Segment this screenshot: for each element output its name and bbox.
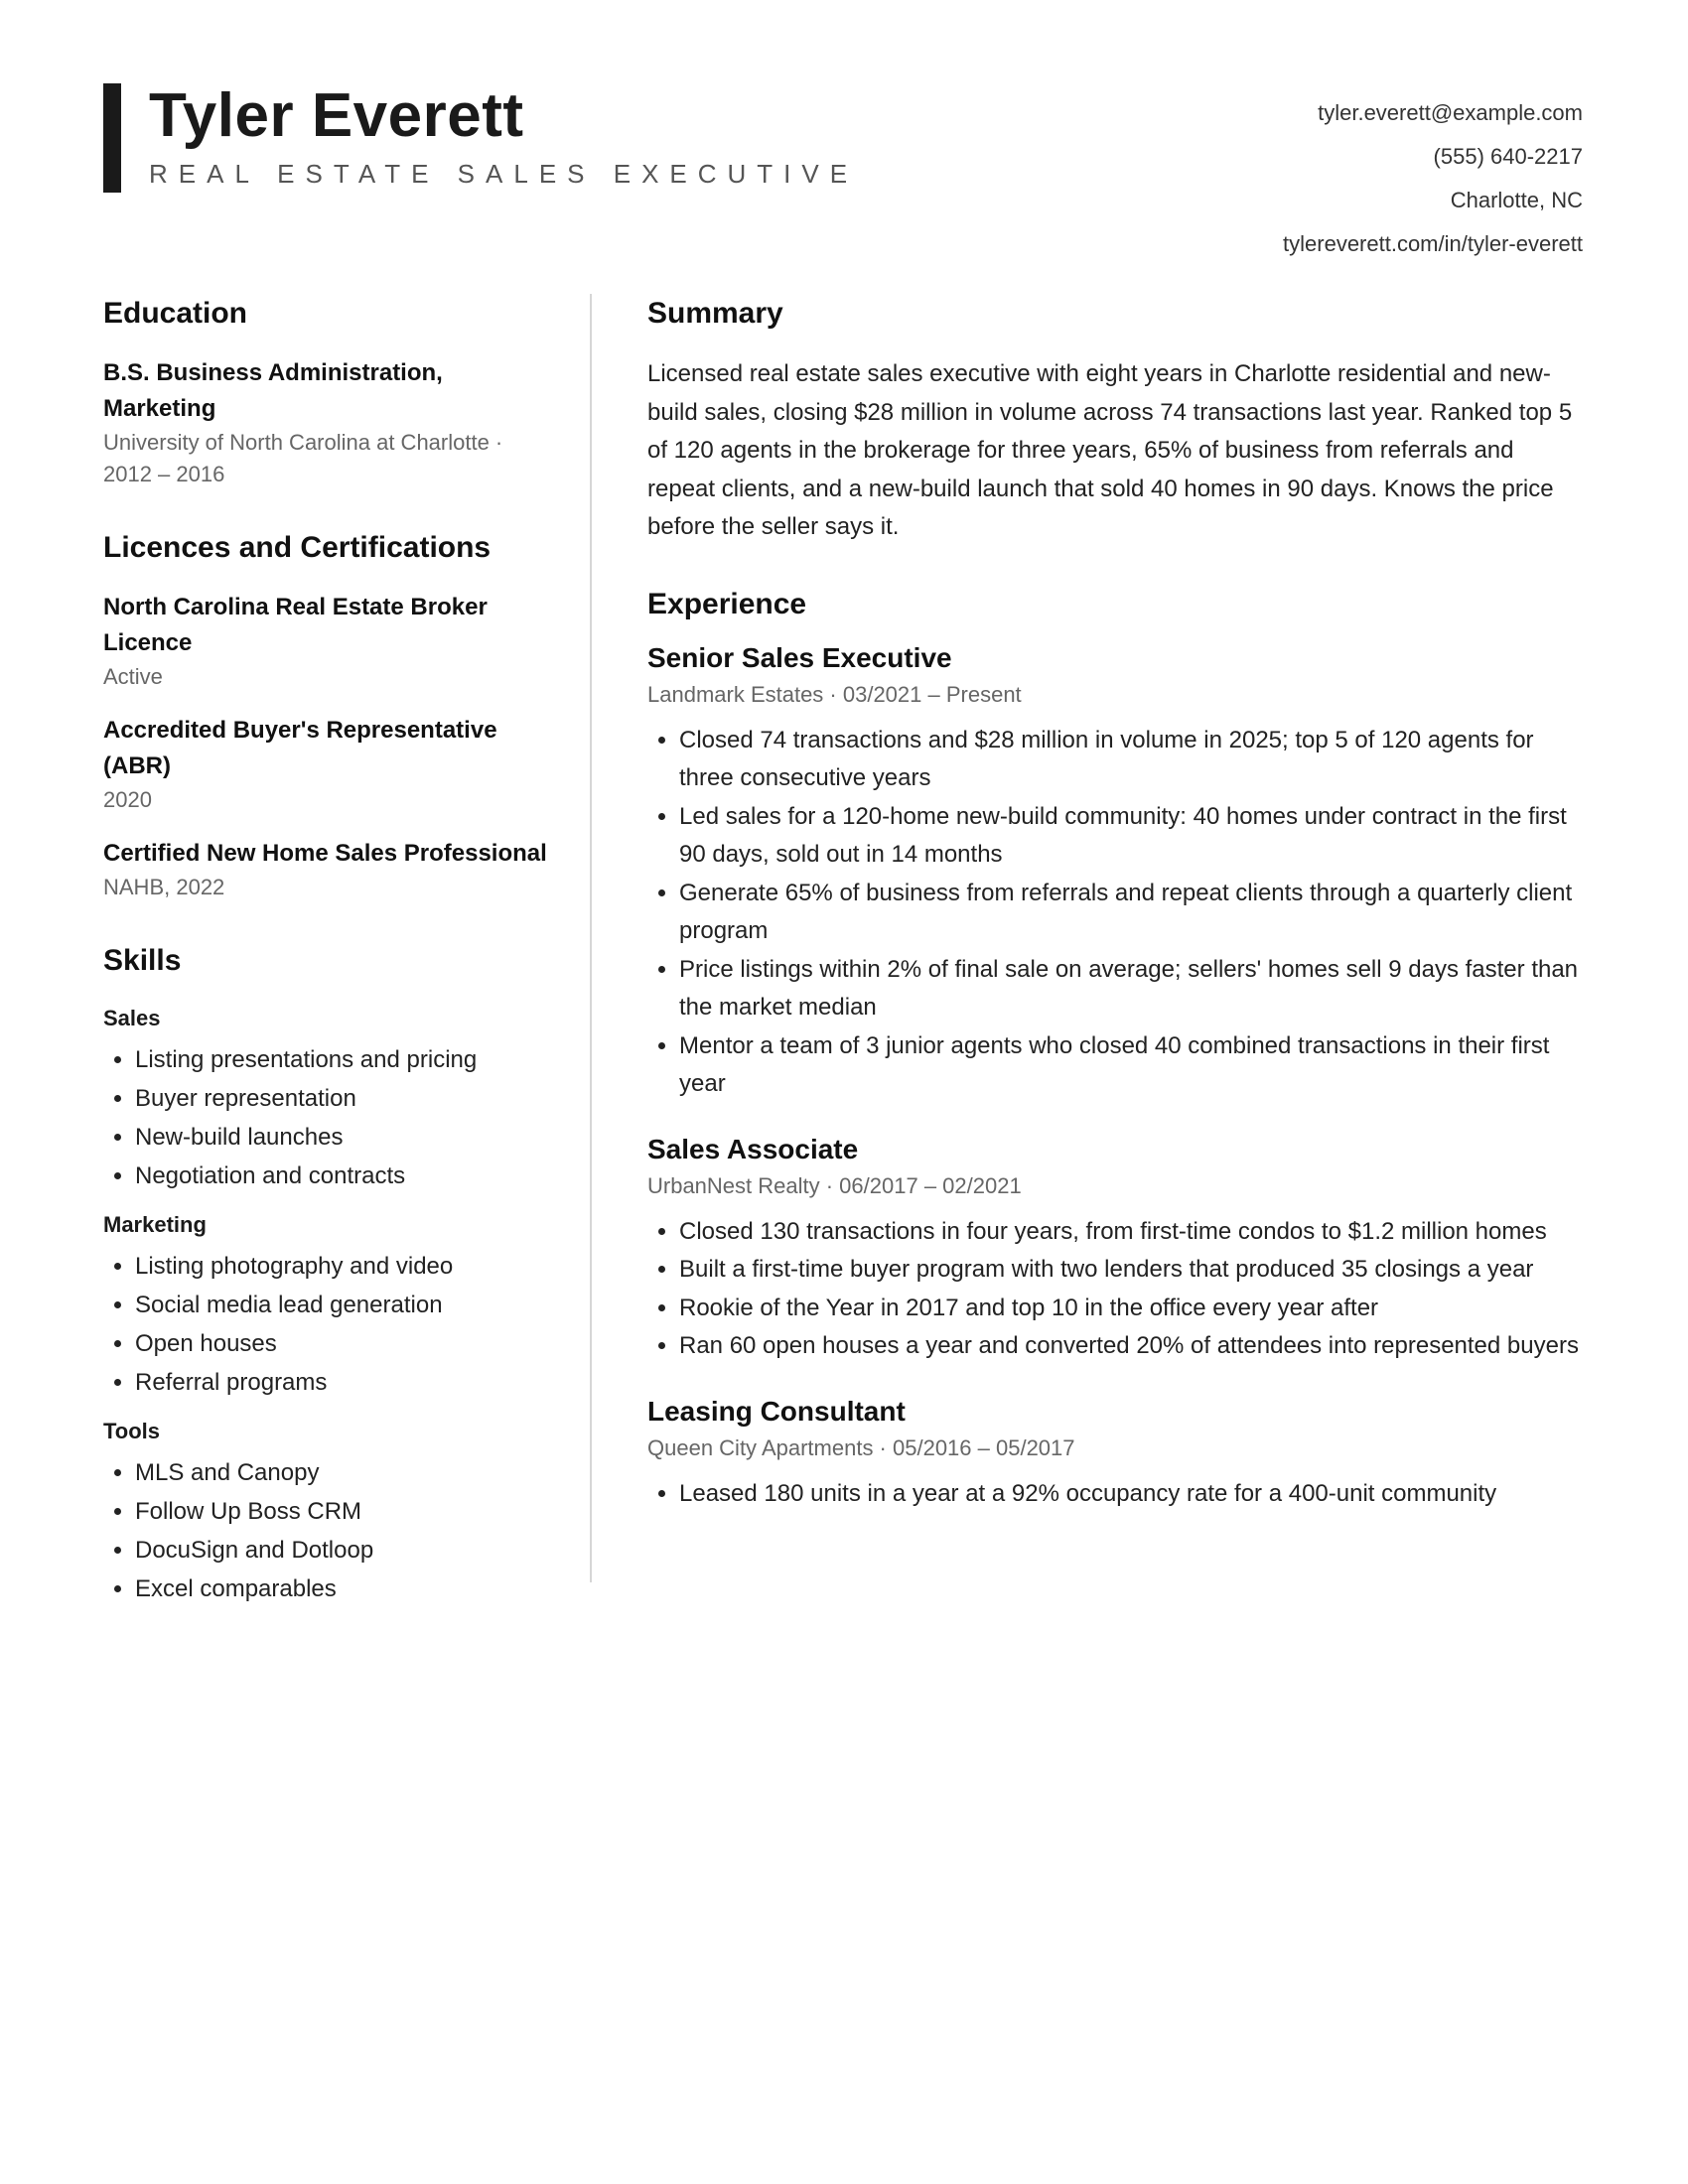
experience-heading: Experience [647,587,807,620]
skill-item: • Excel comparables [135,1570,550,1608]
contact-phone: (555) 640-2217 [1433,144,1583,169]
skill-item: • Buyer representation [135,1079,550,1118]
job-bullet: • Closed 130 transactions in four years, from first-time condos to $1.2 million homes [679,1213,1587,1252]
job-bullet: • Leased 180 units in a year at a 92% occupancy rate for a 400-unit community [679,1475,1587,1514]
contact-email[interactable]: tyler.everett@example.com [1318,100,1583,125]
skill-item: • Listing presentations and pricing [135,1040,550,1079]
skills-heading: Skills [103,944,182,977]
job-bullet: • Generate 65% of business from referrals and repeat clients through a quarterly client program [679,875,1587,951]
resume-header [103,83,1583,282]
job-bullets [647,1475,1587,1514]
job-bullets [647,1213,1587,1366]
job-meta: UrbanNest Realty · 06/2017 – 02/2021 [647,1172,1022,1198]
experience-section [647,585,1587,1514]
skill-item: • Referral programs [135,1363,550,1402]
contact-website[interactable]: tylereverett.com/in/tyler-everett [1283,231,1583,256]
job-entry [647,638,1587,1104]
skill-item: • Listing photography and video [135,1247,550,1286]
education-entry [103,355,550,490]
right-column [647,294,1587,1551]
name-block [103,83,858,193]
licence-entry [103,590,550,693]
job-bullet: • Led sales for a 120-home new-build community: 40 homes under contract in the first 90 days, sold out in 14 months [679,798,1587,875]
job-meta: Landmark Estates · 03/2021 – Present [647,681,1022,707]
summary-text: Licensed real estate sales executive with eight years in Charlotte residential and new-build sales, closing $28 million in volume across 74 transactions last year. Ranked top 5 of 120 agents in the brokerage for three years, 65% of business from referrals and repeat clients, and a new-build launch that sold 40 homes in 90 days. Knows the price before the seller says it. [647,360,1573,540]
job-title: Sales Associate [647,1133,859,1164]
licences-heading: Licences and Certifications [103,531,492,564]
skill-item: • Follow Up Boss CRM [135,1492,550,1531]
job-bullets [647,722,1587,1104]
skill-group-title: Sales [103,1006,161,1030]
job-title: Leasing Consultant [647,1395,906,1427]
education-details: University of North Carolina at Charlotte · 2012 – 2016 [103,430,503,486]
job-bullet: • Ran 60 open houses a year and converted 20% of attendees into represented buyers [679,1327,1587,1366]
licence-detail: NAHB, 2022 [103,875,225,899]
degree: B.S. Business Administration, Marketing [103,359,443,422]
skill-item: • Social media lead generation [135,1286,550,1324]
skill-item: • DocuSign and Dotloop [135,1531,550,1570]
skill-list [103,1453,550,1608]
skills-section [103,941,550,1608]
education-section [103,294,550,490]
skill-group-title: Marketing [103,1212,207,1237]
skill-item: • Negotiation and contracts [135,1157,550,1195]
skill-item: • MLS and Canopy [135,1453,550,1492]
candidate-name: Tyler Everett [149,81,524,150]
accent-bar [103,83,121,193]
job-entry [647,1392,1587,1514]
education-heading: Education [103,297,248,330]
contact-location: Charlotte, NC [1450,188,1583,212]
job-meta: Queen City Apartments · 05/2016 – 05/2017 [647,1434,1075,1460]
summary-heading: Summary [647,297,783,330]
job-title: Senior Sales Executive [647,641,952,673]
contact-info [1283,91,1583,266]
column-divider [590,294,592,1582]
licence-detail: Active [103,664,163,689]
licence-name: Accredited Buyer's Representative (ABR) [103,717,497,779]
licence-entry [103,713,550,816]
skill-list [103,1247,550,1402]
job-bullet: • Built a first-time buyer program with two lenders that produced 35 closings a year [679,1251,1587,1290]
licence-name: North Carolina Real Estate Broker Licence [103,594,488,656]
job-bullet: • Mentor a team of 3 junior agents who closed 40 combined transactions in their first year [679,1027,1587,1104]
summary-section [647,294,1587,547]
skill-item: • Open houses [135,1324,550,1363]
licence-detail: 2020 [103,787,152,812]
licence-entry [103,836,550,903]
skill-item: • New-build launches [135,1118,550,1157]
left-column [103,294,550,1646]
skill-group-title: Tools [103,1419,161,1443]
job-entry [647,1130,1587,1366]
candidate-title: REAL ESTATE SALES EXECUTIVE [149,159,859,189]
job-bullet: • Price listings within 2% of final sale on average; sellers' homes sell 9 days faster than the market median [679,951,1587,1027]
licence-name: Certified New Home Sales Professional [103,840,547,867]
licences-section [103,528,550,903]
job-bullet: • Closed 74 transactions and $28 million in volume in 2025; top 5 of 120 agents for three consecutive years [679,722,1587,798]
job-bullet: • Rookie of the Year in 2017 and top 10 in the office every year after [679,1290,1587,1328]
skill-list [103,1040,550,1195]
